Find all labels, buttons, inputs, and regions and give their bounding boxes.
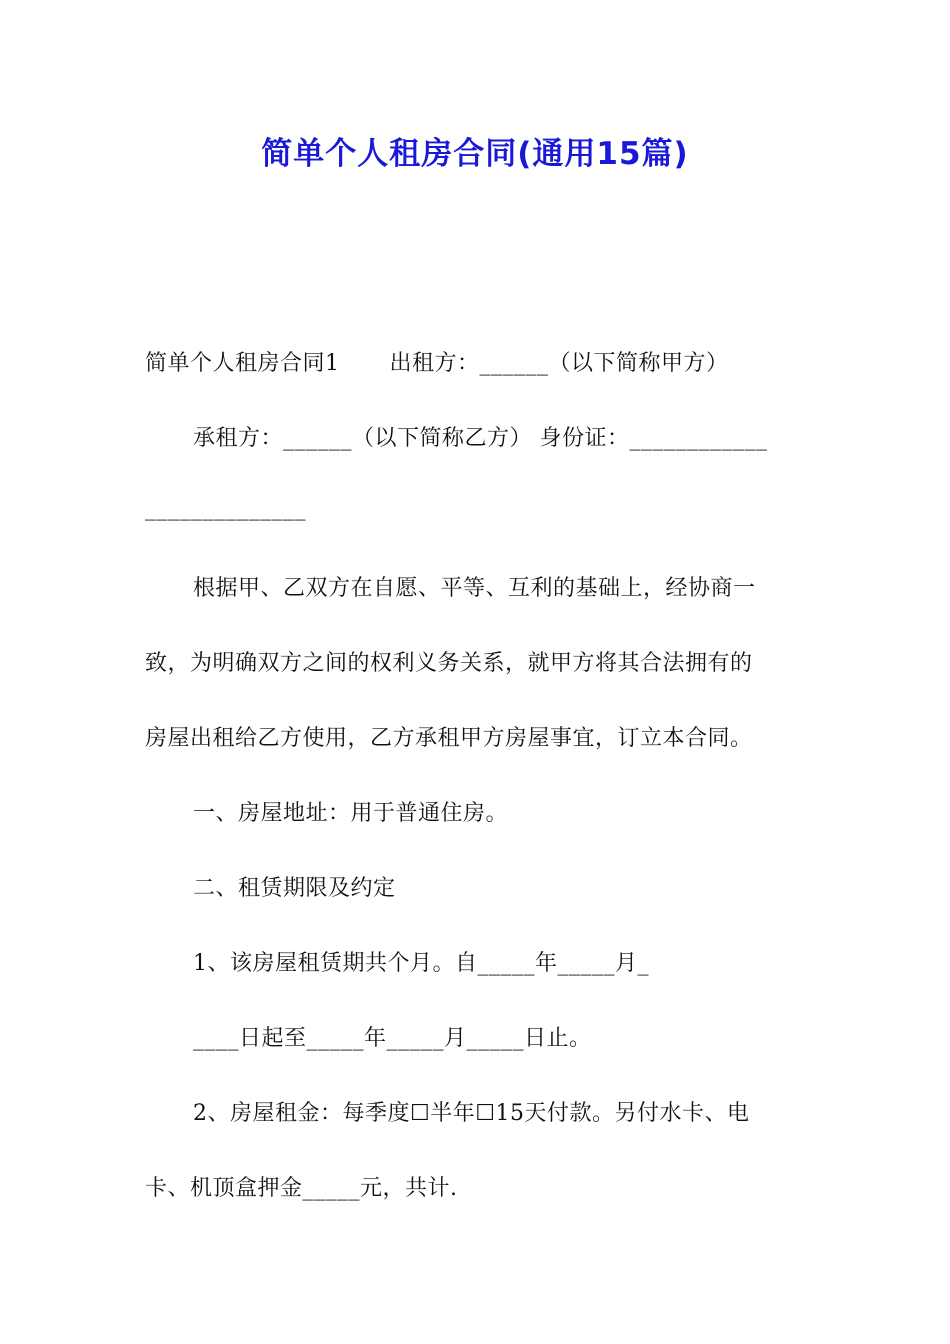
preamble-line: 房屋出租给乙方使用，乙方承租甲方房屋事宜，订立本合同。 [145,726,753,751]
document-title: 简单个人租房合同(通用15篇) [261,136,689,172]
clause-rent-line: 2、房屋租金：每季度☐半年☐15天付款。另付水卡、电 [193,1101,750,1126]
contract-heading: 简单个人租房合同1 [145,351,340,376]
lessee-line: 承租方：______（以下简称乙方） 身份证：____________ [193,426,768,451]
clause-address: 一、房屋地址：用于普通住房。 [193,801,509,826]
preamble-line: 致，为明确双方之间的权利义务关系，就甲方将其合法拥有的 [145,651,753,676]
paragraph-line [145,346,810,377]
clause-term-line: 1、该房屋租赁期共个月。自_____年_____月_ [193,951,649,976]
id-continuation-line: ______________ [145,496,306,521]
clause-term-heading: 二、租赁期限及约定 [193,876,396,901]
lessor-field: 出租方：______（以下简称甲方） [389,351,729,376]
preamble-line: 根据甲、乙双方在自愿、平等、互利的基础上，经协商一 [193,576,756,601]
clause-term-line: ____日起至_____年_____月_____日止。 [193,1026,592,1051]
clause-rent-line: 卡、机顶盒押金_____元，共计. [145,1176,458,1201]
